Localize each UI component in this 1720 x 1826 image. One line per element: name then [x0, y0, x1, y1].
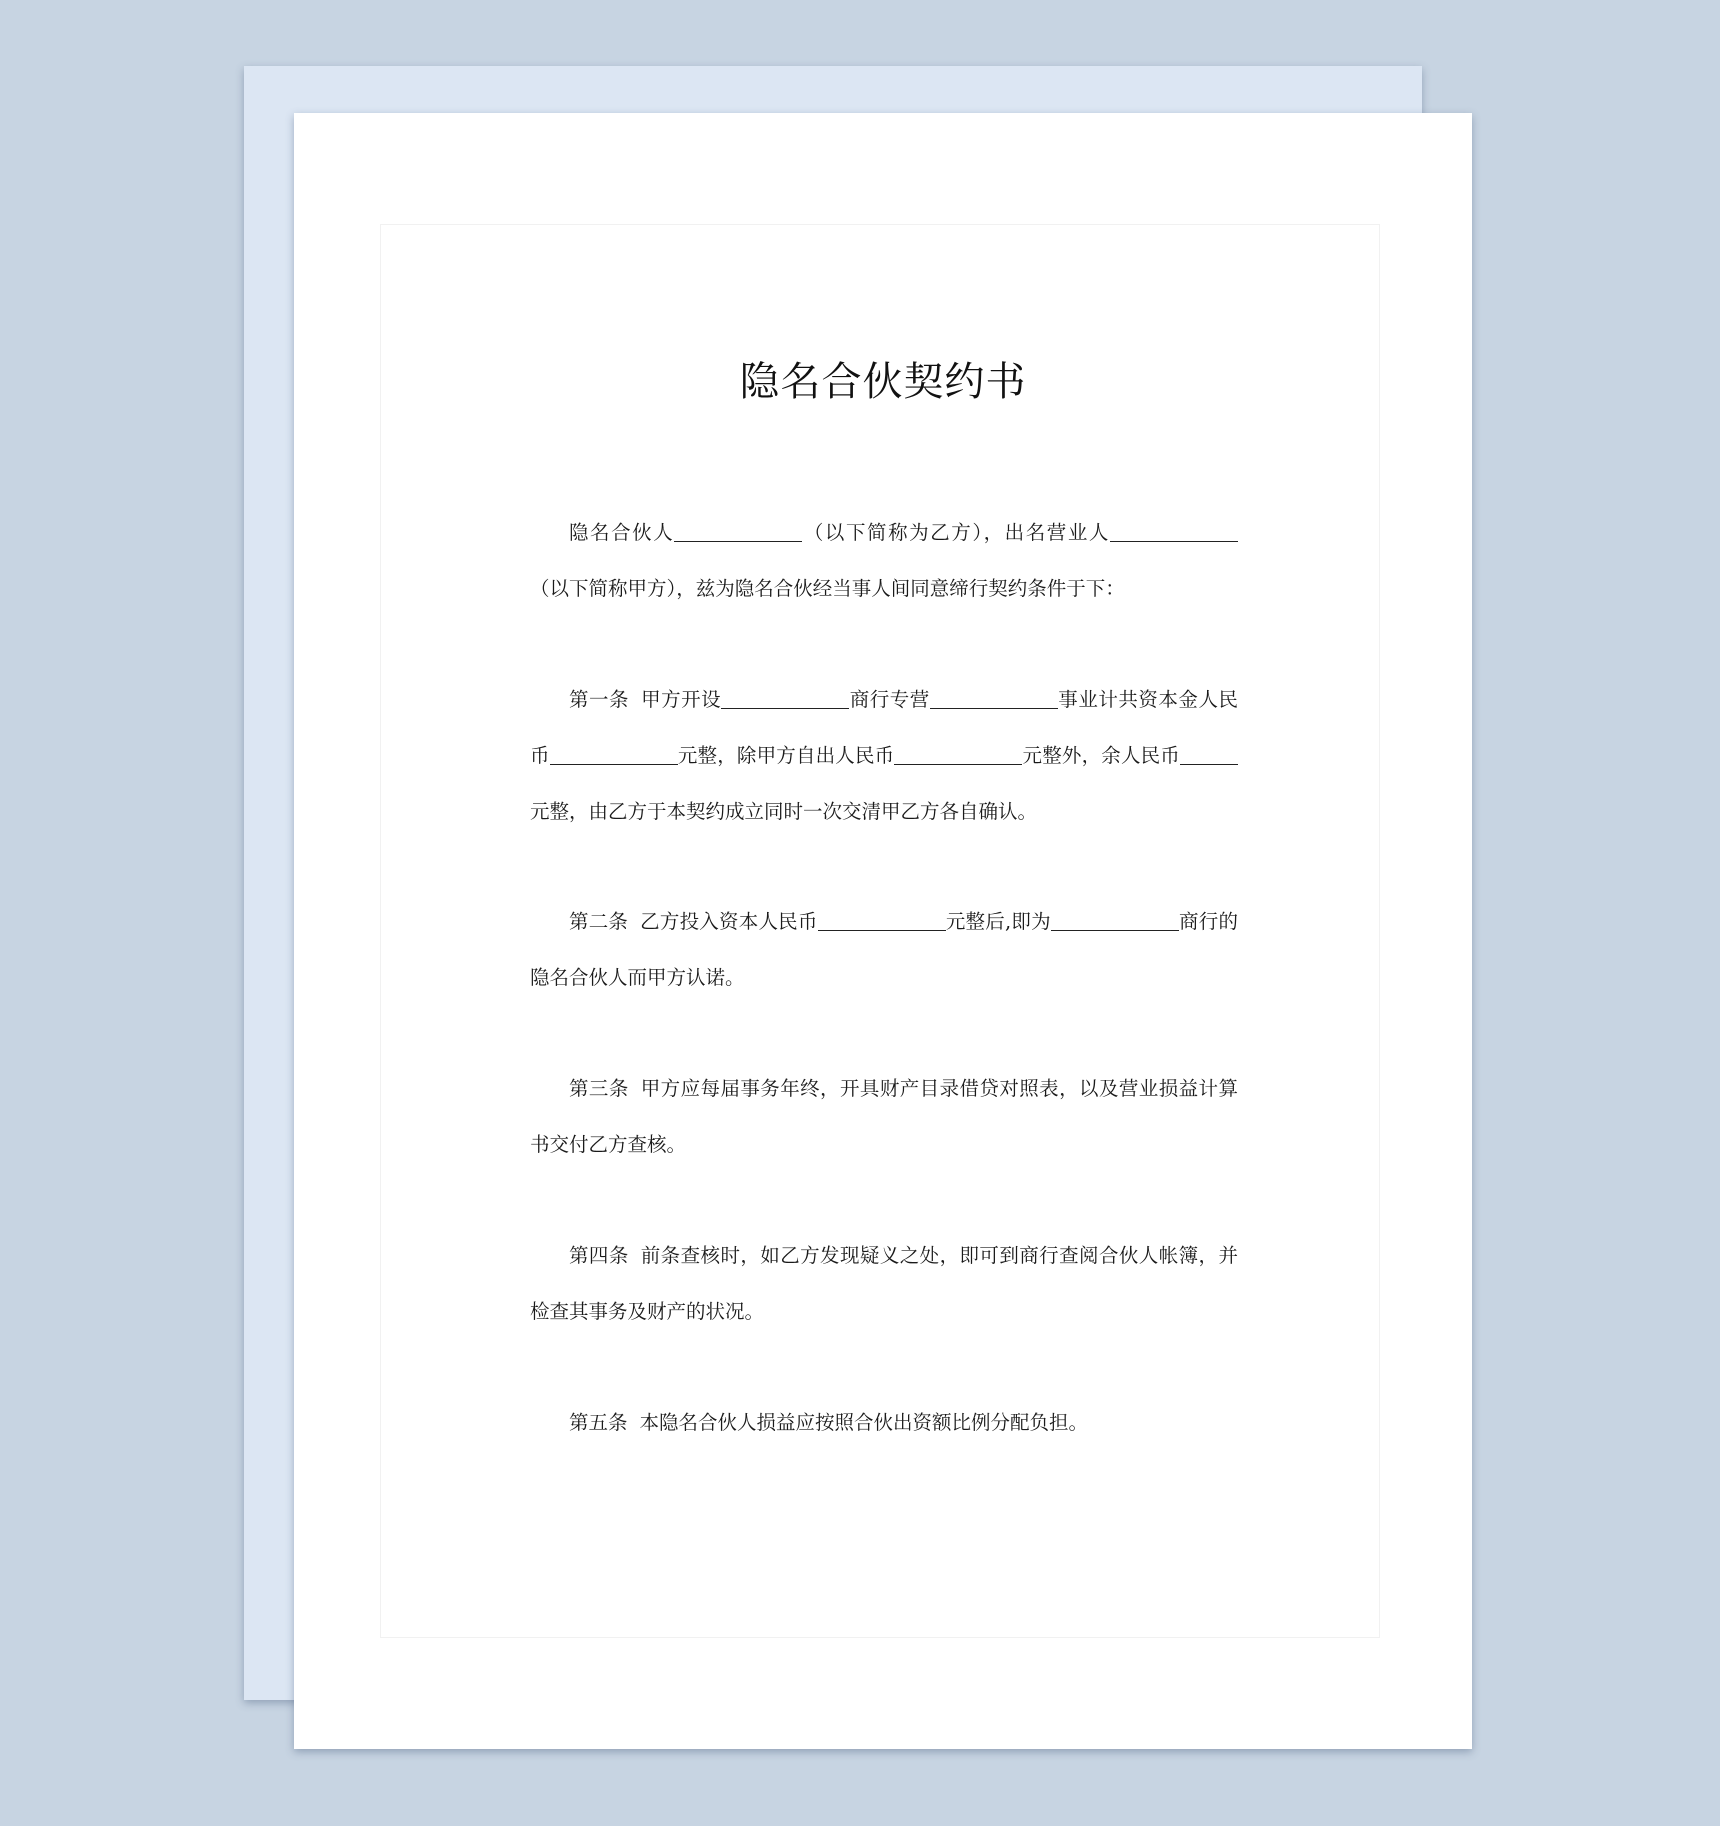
article-5: [530, 1395, 1238, 1451]
article-1-text-5: 元整外，余人民币: [1022, 744, 1180, 767]
blank-line: [674, 521, 802, 542]
article-1-text-1: 甲方开设: [641, 688, 722, 711]
blank-line: [721, 688, 849, 709]
blank-line: [894, 744, 1022, 765]
article-2-text-3: 商行的隐名合伙人而甲方认诺。: [530, 910, 1238, 989]
article-5-text: 本隐名合伙人损益应按照合伙出资额比例分配负担。: [639, 1411, 1089, 1434]
article-1-text-6: 元整，由乙方于本契约成立同时一次交清甲乙方各自确认。: [530, 800, 1038, 823]
intro-paragraph: [530, 505, 1238, 617]
document-title: 隐名合伙契约书: [739, 359, 1027, 405]
article-1-text-3: 事业计共资本金人民币: [530, 688, 1238, 767]
article-2-text-1: 乙方投入资本人民币: [640, 910, 818, 933]
article-2-label: 第二条: [569, 910, 629, 933]
article-3: [530, 1061, 1238, 1173]
article-2: [530, 894, 1238, 1006]
article-1-text-4: 元整，除甲方自出人民币: [677, 744, 895, 767]
article-1: [530, 672, 1238, 840]
article-2-text-2: 元整后,即为: [945, 910, 1051, 933]
article-3-label: 第三条: [569, 1077, 629, 1100]
blank-line: [1110, 521, 1238, 542]
article-5-label: 第五条: [569, 1411, 628, 1434]
blank-line: [1180, 744, 1238, 765]
article-4: [530, 1228, 1238, 1340]
blank-line: [930, 688, 1058, 709]
article-4-text: 前条查核时，如乙方发现疑义之处，即可到商行查阅合伙人帐簿，并检查其事务及财产的状况。: [530, 1244, 1238, 1323]
blank-line: [818, 910, 946, 931]
blank-line: [550, 744, 678, 765]
intro-text-1: 隐名合伙人: [569, 521, 675, 544]
article-3-text: 甲方应每届事务年终，开具财产目录借贷对照表，以及营业损益计算书交付乙方查核。: [530, 1077, 1238, 1156]
intro-text-2: （以下简称为乙方），出名营业人: [802, 521, 1110, 544]
article-1-label: 第一条: [569, 688, 630, 711]
article-1-text-2: 商行专营: [849, 688, 930, 711]
intro-text-3: （以下简称甲方），兹为隐名合伙经当事人间同意缔行契约条件于下：: [530, 577, 1125, 600]
blank-line: [1051, 910, 1179, 931]
article-4-label: 第四条: [569, 1244, 629, 1267]
document-page: [294, 113, 1472, 1749]
